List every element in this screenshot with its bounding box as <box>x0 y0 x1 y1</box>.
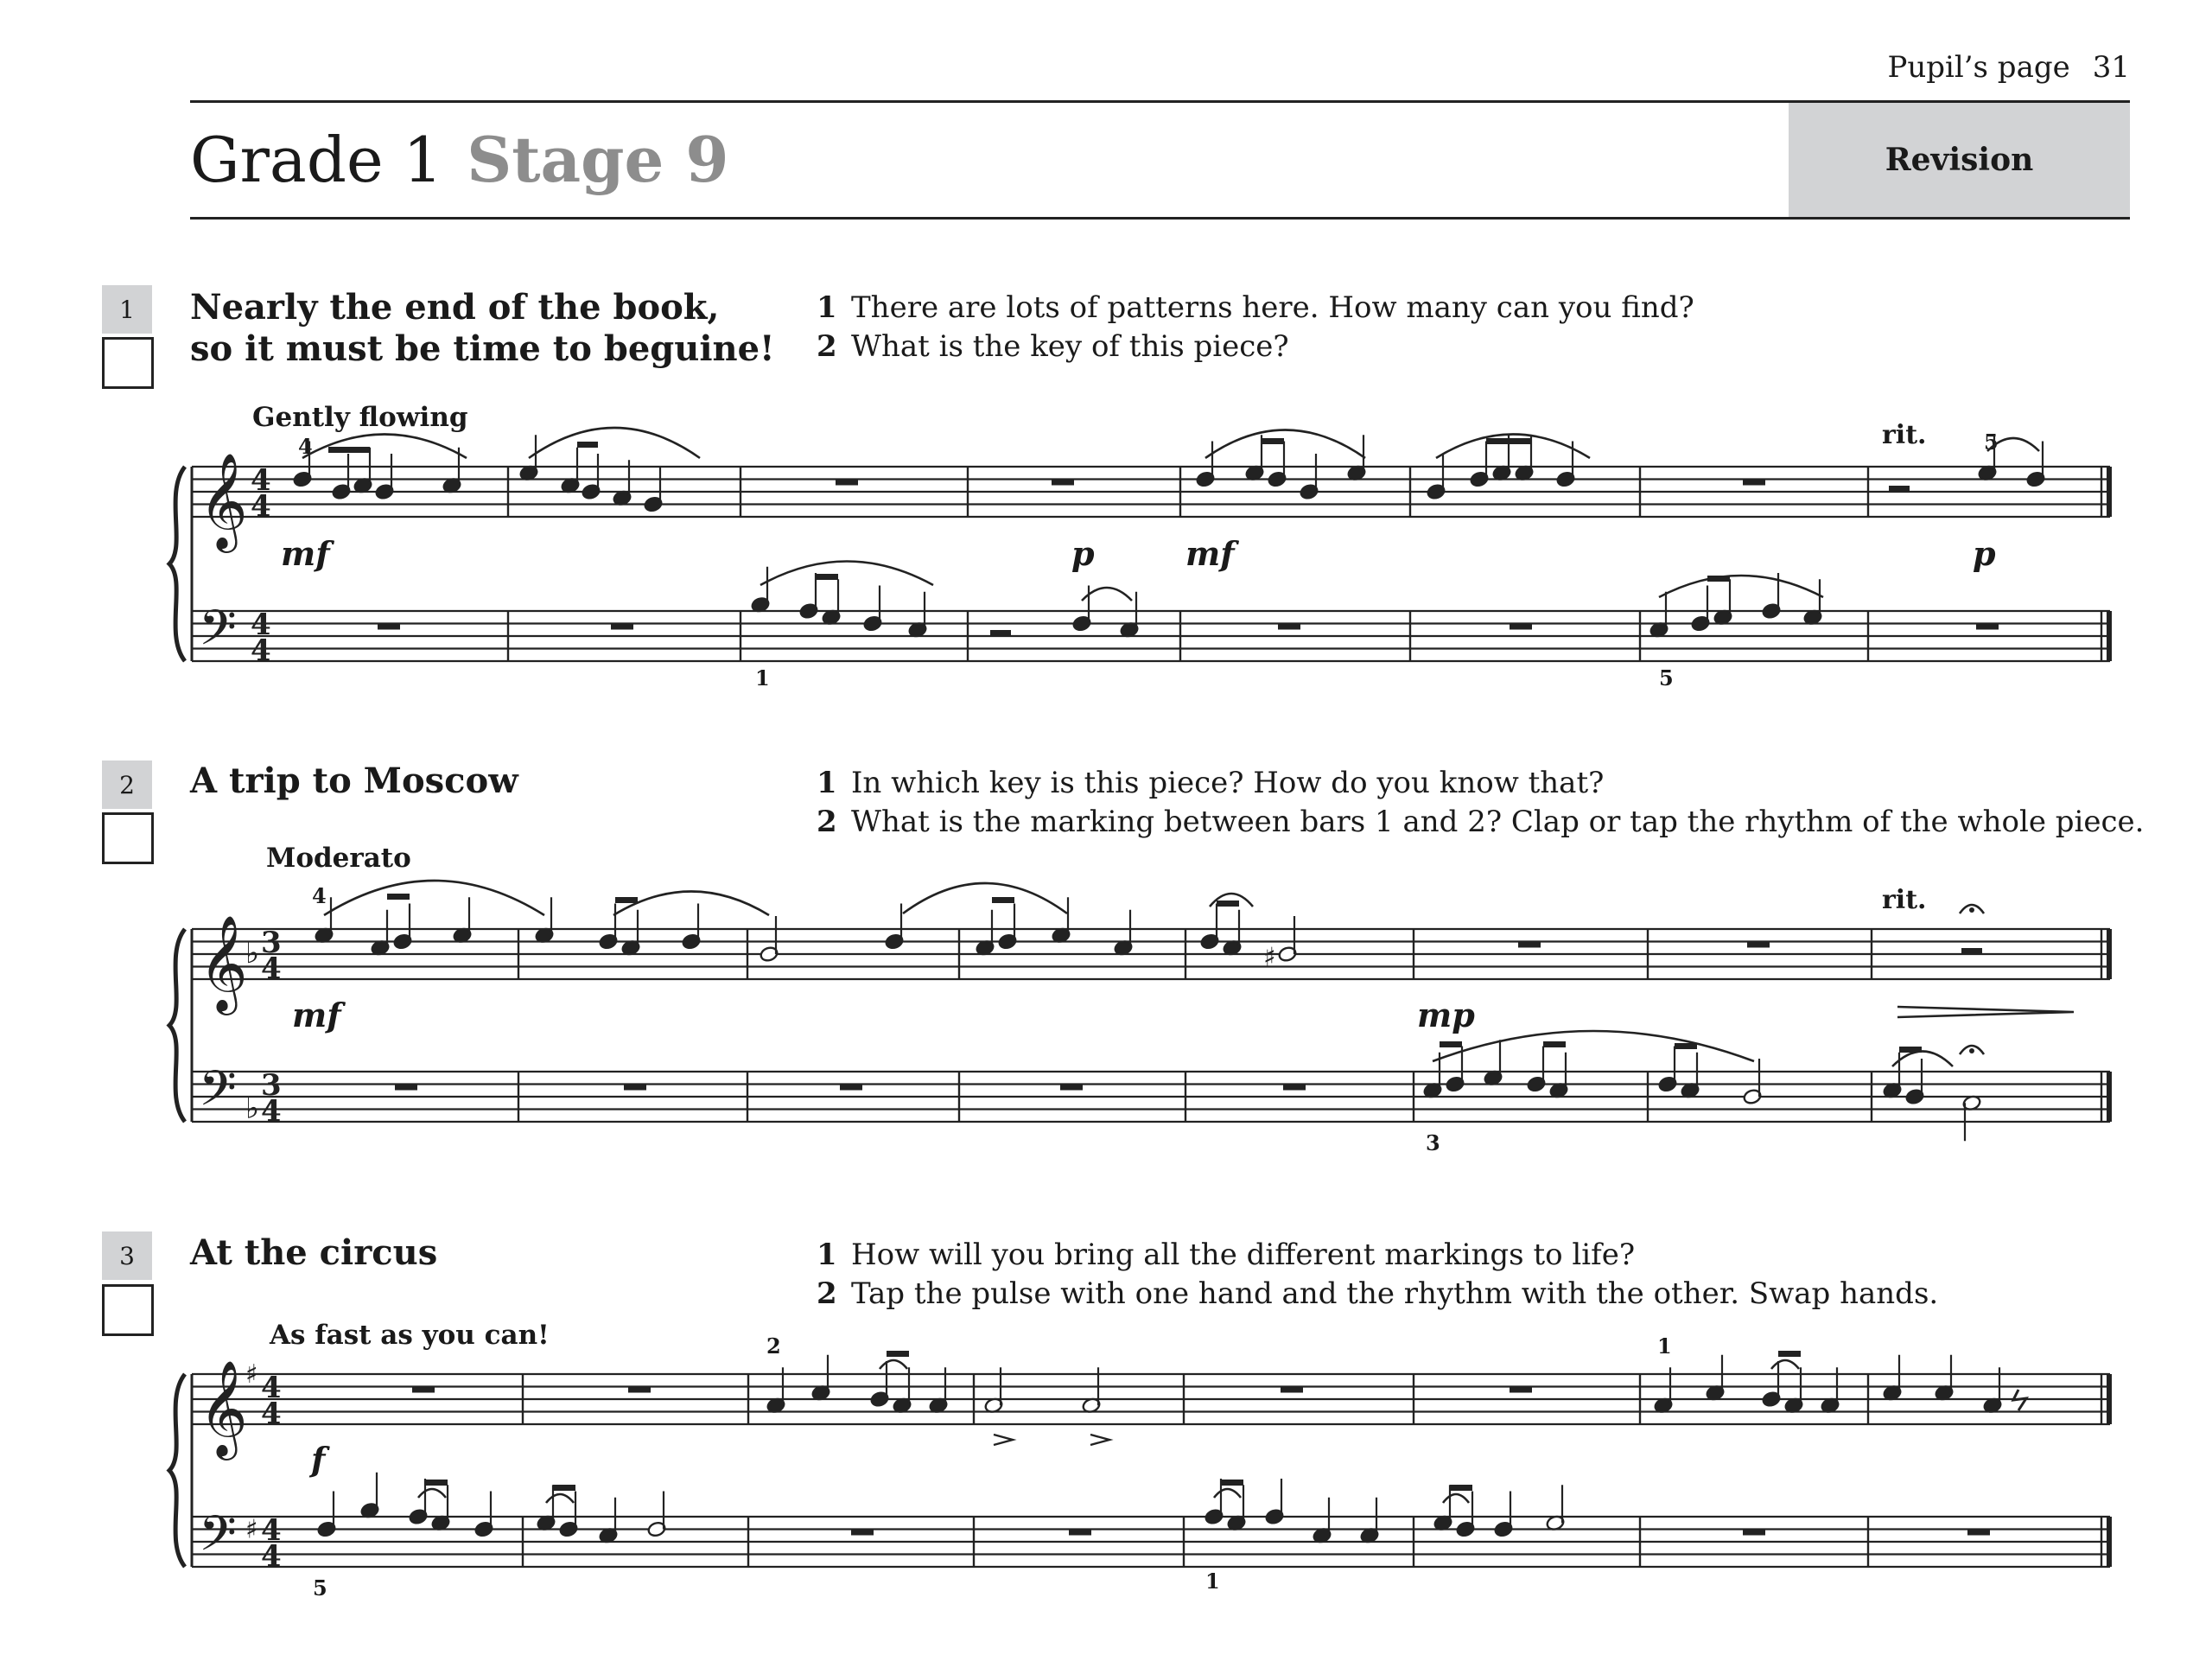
note-beam <box>1221 1480 1243 1486</box>
running-title: Pupil’s page <box>1887 50 2070 85</box>
whole-rest-icon <box>611 624 633 630</box>
title-grade: Grade 1 <box>190 124 443 196</box>
time-signature-bottom: 4 <box>261 1539 282 1574</box>
whole-rest-icon <box>1283 1085 1306 1091</box>
exercise-title-line: A trip to Moscow <box>190 760 518 801</box>
slur <box>418 1489 446 1498</box>
question-text: What is the key of this piece? <box>851 329 1289 364</box>
time-signature-bottom: 4 <box>251 489 271 524</box>
flat-icon: ♭ <box>245 1091 260 1126</box>
question-text: What is the marking between bars 1 and 2? Clap or tap the rhythm of the whole piece. <box>851 805 2145 839</box>
whole-rest-icon <box>1069 1530 1091 1536</box>
slur <box>1659 576 1823 597</box>
slur <box>324 881 544 915</box>
whole-rest-icon <box>1967 1530 1990 1536</box>
slur <box>1436 435 1590 459</box>
title-stage: Stage 9 <box>467 123 729 196</box>
fingering: 4 <box>312 883 327 908</box>
final-barline-thick <box>2107 1517 2112 1567</box>
final-barline-thick <box>2107 1374 2112 1424</box>
note-beam <box>1675 1043 1697 1049</box>
sharp-icon: ♯ <box>245 1359 258 1390</box>
final-barline-thick <box>2107 929 2112 979</box>
fingering: 1 <box>1205 1569 1220 1594</box>
bass-clef-icon: 𝄢 <box>199 600 237 669</box>
treble-clef-icon: 𝄞 <box>199 1359 248 1456</box>
bass-clef-icon: 𝄢 <box>199 1060 237 1130</box>
whole-rest-icon <box>1743 1530 1765 1536</box>
note-beam <box>1543 1041 1566 1047</box>
note-beam <box>1217 901 1239 907</box>
page-number: 31 <box>2092 50 2130 85</box>
question-text: In which key is this piece? How do you know that? <box>851 766 1605 800</box>
fingering: 5 <box>1659 665 1674 690</box>
treble-clef-icon: 𝄞 <box>199 452 248 549</box>
note-beam <box>1778 1351 1801 1357</box>
dynamic-marking: mp <box>1417 996 1475 1034</box>
sharp-icon: ♯ <box>245 1514 258 1545</box>
time-signature-top: 4 <box>261 1513 282 1548</box>
rit-marking: rit. <box>1882 420 1927 450</box>
accent-icon <box>994 1435 1013 1445</box>
whole-rest-icon <box>1518 942 1541 948</box>
final-barline-thick <box>2107 1072 2112 1122</box>
final-barline-thick <box>2107 611 2112 661</box>
exercise-title-line: At the circus <box>190 1232 438 1273</box>
time-signature-top: 4 <box>251 608 271 642</box>
whole-rest-icon <box>628 1387 651 1393</box>
question-number: 2 <box>817 805 837 839</box>
quarter-rest-icon <box>2013 1390 2026 1410</box>
question-text: There are lots of patterns here. How many can you find? <box>851 290 1694 325</box>
question-number: 2 <box>817 329 837 364</box>
time-signature-top: 3 <box>261 1068 282 1103</box>
exercise-number: 1 <box>102 285 152 334</box>
slur <box>1214 1489 1241 1498</box>
whole-rest-icon <box>395 1085 417 1091</box>
whole-rest-icon <box>1060 1085 1083 1091</box>
flat-icon: ♭ <box>245 936 260 971</box>
fermata-dot <box>1969 1048 1974 1053</box>
slur <box>760 562 933 586</box>
brace <box>169 929 185 1122</box>
whole-rest-icon <box>1743 480 1765 486</box>
note-beam <box>328 447 370 453</box>
note-beam <box>425 1480 448 1486</box>
fingering: 2 <box>766 1333 781 1359</box>
bass-clef-icon: 𝄢 <box>199 1505 237 1575</box>
time-signature-bottom: 4 <box>251 633 271 668</box>
slur <box>302 435 467 459</box>
section-label: Revision <box>1789 103 2130 217</box>
whole-rest-icon <box>412 1387 435 1393</box>
final-barline-thick <box>2107 467 2112 517</box>
whole-rest-icon <box>1052 480 1074 486</box>
question-number: 1 <box>817 290 837 325</box>
note-beam <box>1486 438 1531 444</box>
question-number: 1 <box>817 766 837 800</box>
question-text: Tap the pulse with one hand and the rhythm with the other. Swap hands. <box>851 1276 1939 1311</box>
time-signature-top: 3 <box>261 926 282 960</box>
tempo-marking: Gently flowing <box>252 402 468 433</box>
time-signature-top: 4 <box>251 463 271 498</box>
exercise-number: 2 <box>102 760 152 809</box>
tempo-marking: Moderato <box>266 843 411 874</box>
slur <box>1433 1031 1754 1061</box>
whole-rest-icon <box>378 624 400 630</box>
slur <box>1443 1494 1469 1503</box>
note-beam <box>992 897 1014 903</box>
time-signature-bottom: 4 <box>261 951 282 986</box>
treble-clef-icon: 𝄞 <box>199 914 248 1011</box>
dynamic-marking: mf <box>292 996 341 1034</box>
whole-rest-icon <box>1278 624 1300 630</box>
slur <box>880 1360 907 1369</box>
note-beam <box>577 442 598 448</box>
note-beam <box>1262 438 1284 444</box>
note-beam <box>816 574 838 580</box>
half-rest-icon <box>1961 948 1982 954</box>
fingering: 1 <box>1657 1333 1672 1359</box>
slur <box>546 1494 574 1503</box>
diminuendo-hairpin <box>1897 1007 2074 1017</box>
note-beam <box>1440 1041 1462 1047</box>
time-signature-bottom: 4 <box>261 1094 282 1129</box>
note-beam <box>615 897 638 903</box>
whole-rest-icon <box>851 1530 874 1536</box>
exercise-title-line: Nearly the end of the book, <box>190 287 720 328</box>
slur <box>1771 1360 1799 1369</box>
whole-rest-icon <box>1281 1387 1303 1393</box>
exercise-number: 3 <box>102 1231 152 1280</box>
fingering: 5 <box>1984 430 1999 455</box>
whole-rest-icon <box>624 1085 646 1091</box>
rit-marking: rit. <box>1882 885 1927 915</box>
question-number: 2 <box>817 1276 837 1311</box>
whole-rest-icon <box>1747 942 1770 948</box>
whole-rest-icon <box>1510 1387 1532 1393</box>
half-rest-icon <box>990 630 1011 636</box>
whole-rest-icon <box>1976 624 1999 630</box>
fingering: 4 <box>298 434 313 459</box>
fingering: 1 <box>755 665 770 690</box>
brace <box>169 467 185 661</box>
brace <box>169 1374 185 1567</box>
dynamic-marking: mf <box>1185 534 1235 573</box>
exercise-title-line: so it must be time to beguine! <box>190 328 775 369</box>
fingering: 3 <box>1426 1130 1440 1155</box>
time-signature-bottom: 4 <box>261 1397 282 1431</box>
tempo-marking: As fast as you can! <box>270 1320 550 1351</box>
fermata-dot <box>1969 907 1974 913</box>
dynamic-marking: p <box>1071 534 1095 573</box>
sharp-icon: ♯ <box>1263 942 1276 973</box>
note-beam <box>1450 1485 1472 1491</box>
dynamic-marking: p <box>1973 534 1996 573</box>
question-number: 1 <box>817 1238 837 1272</box>
half-rest-icon <box>1889 486 1910 492</box>
slur <box>1205 430 1365 459</box>
note-beam <box>387 894 410 900</box>
slur <box>903 883 1067 913</box>
note-beam <box>553 1485 575 1491</box>
time-signature-top: 4 <box>261 1371 282 1405</box>
note-beam <box>887 1351 909 1357</box>
whole-rest-icon <box>1510 624 1532 630</box>
question-text: How will you bring all the different markings to life? <box>851 1238 1636 1272</box>
dynamic-marking: mf <box>281 534 330 573</box>
slur <box>529 428 700 458</box>
fingering: 5 <box>313 1575 327 1601</box>
whole-rest-icon <box>840 1085 862 1091</box>
dynamic-marking: f <box>311 1440 326 1479</box>
whole-rest-icon <box>836 480 858 486</box>
accent-icon <box>1090 1435 1109 1445</box>
